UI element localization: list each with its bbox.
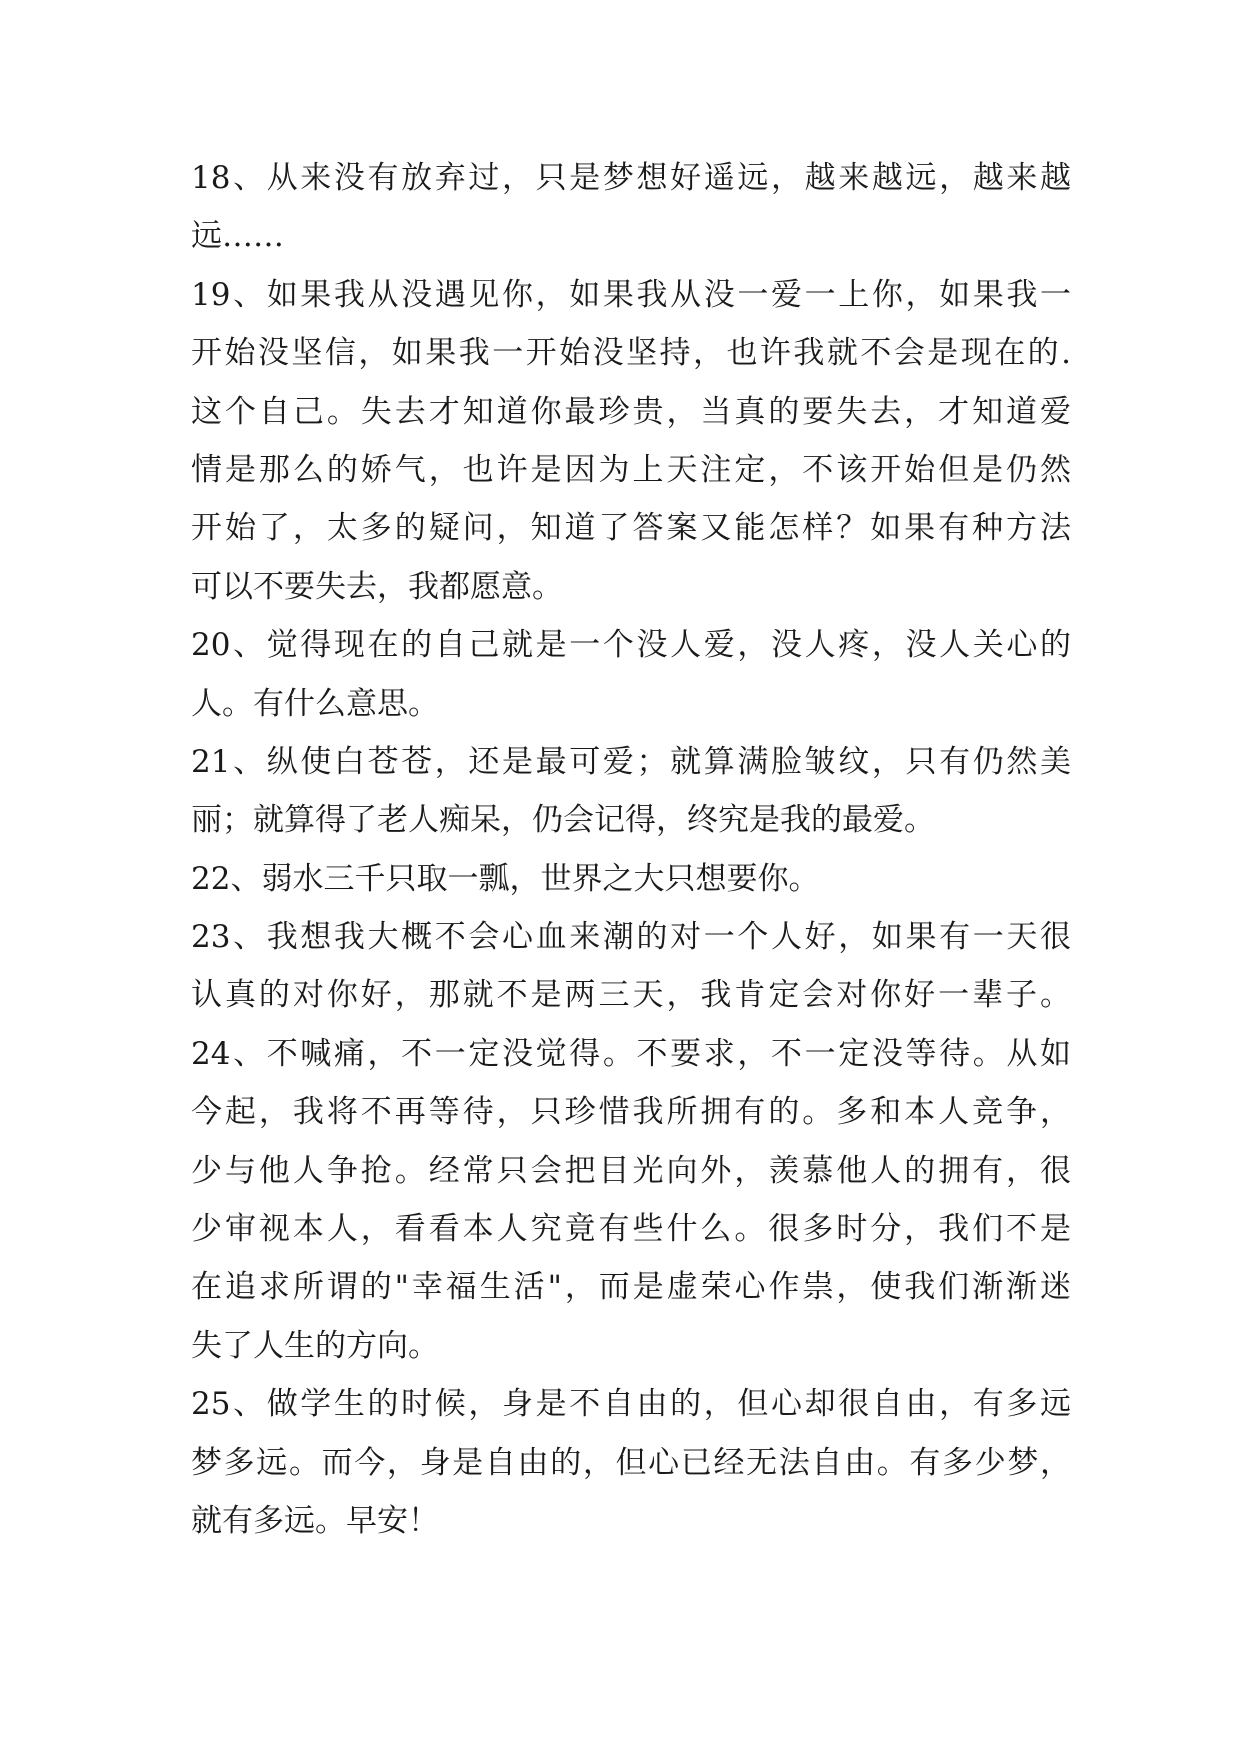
text-line: 开始了，太多的疑问，知道了答案又能怎样？如果有种方法 — [191, 510, 1071, 547]
text-line: 这个自己。失去才知道你最珍贵，当真的要失去，才知道爱 — [191, 393, 1071, 430]
text-line: 在追求所谓的"幸福生活"，而是虚荣心作祟，使我们渐渐迷 — [191, 1269, 1071, 1306]
text-line: 情是那么的娇气，也许是因为上天注定，不该开始但是仍然 — [191, 451, 1071, 488]
text-line: 认真的对你好，那就不是两三天，我肯定会对你好一辈子。 — [191, 977, 1071, 1014]
text-line: 24、不喊痛，不一定没觉得。不要求，不一定没等待。从如 — [191, 1035, 1071, 1072]
text-line: 22、弱水三千只取一瓢，世界之大只想要你。 — [191, 860, 820, 897]
text-line: 21、纵使白苍苍，还是最可爱；就算满脸皱纹，只有仍然美 — [191, 743, 1071, 780]
text-line: 丽；就算得了老人痴呆，仍会记得，终究是我的最爱。 — [191, 802, 935, 839]
text-line: 18、从来没有放弃过，只是梦想好遥远，越来越远，越来越 — [191, 160, 1071, 196]
text-line: 23、我想我大概不会心血来潮的对一个人好，如果有一天很 — [191, 919, 1071, 956]
text-line: 远…… — [191, 218, 284, 255]
text-line: 梦多远。而今，身是自由的，但心已经无法自由。有多少梦， — [191, 1444, 1071, 1481]
text-line: 今起，我将不再等待，只珍惜我所拥有的。多和本人竞争， — [191, 1094, 1071, 1131]
text-line: 25、做学生的时候，身是不自由的，但心却很自由，有多远 — [191, 1386, 1071, 1423]
text-line: 少与他人争抢。经常只会把目光向外，羡慕他人的拥有，很 — [191, 1152, 1071, 1189]
text-line: 少审视本人，看看本人究竟有些什么。很多时分，我们不是 — [191, 1211, 1071, 1248]
text-line: 失了人生的方向。 — [191, 1327, 439, 1364]
body-text — [191, 149, 1071, 1550]
text-line: 20、觉得现在的自己就是一个没人爱，没人疼，没人关心的 — [191, 627, 1071, 664]
text-line: 可以不要失去，我都愿意。 — [191, 568, 563, 605]
text-line: 人。有什么意思。 — [191, 685, 439, 722]
text-line: 19、如果我从没遇见你，如果我从没一爱一上你，如果我一 — [191, 276, 1071, 313]
text-line: 就有多远。早安！ — [191, 1502, 439, 1539]
text-line: 开始没坚信，如果我一开始没坚持，也许我就不会是现在的. — [191, 335, 1071, 372]
